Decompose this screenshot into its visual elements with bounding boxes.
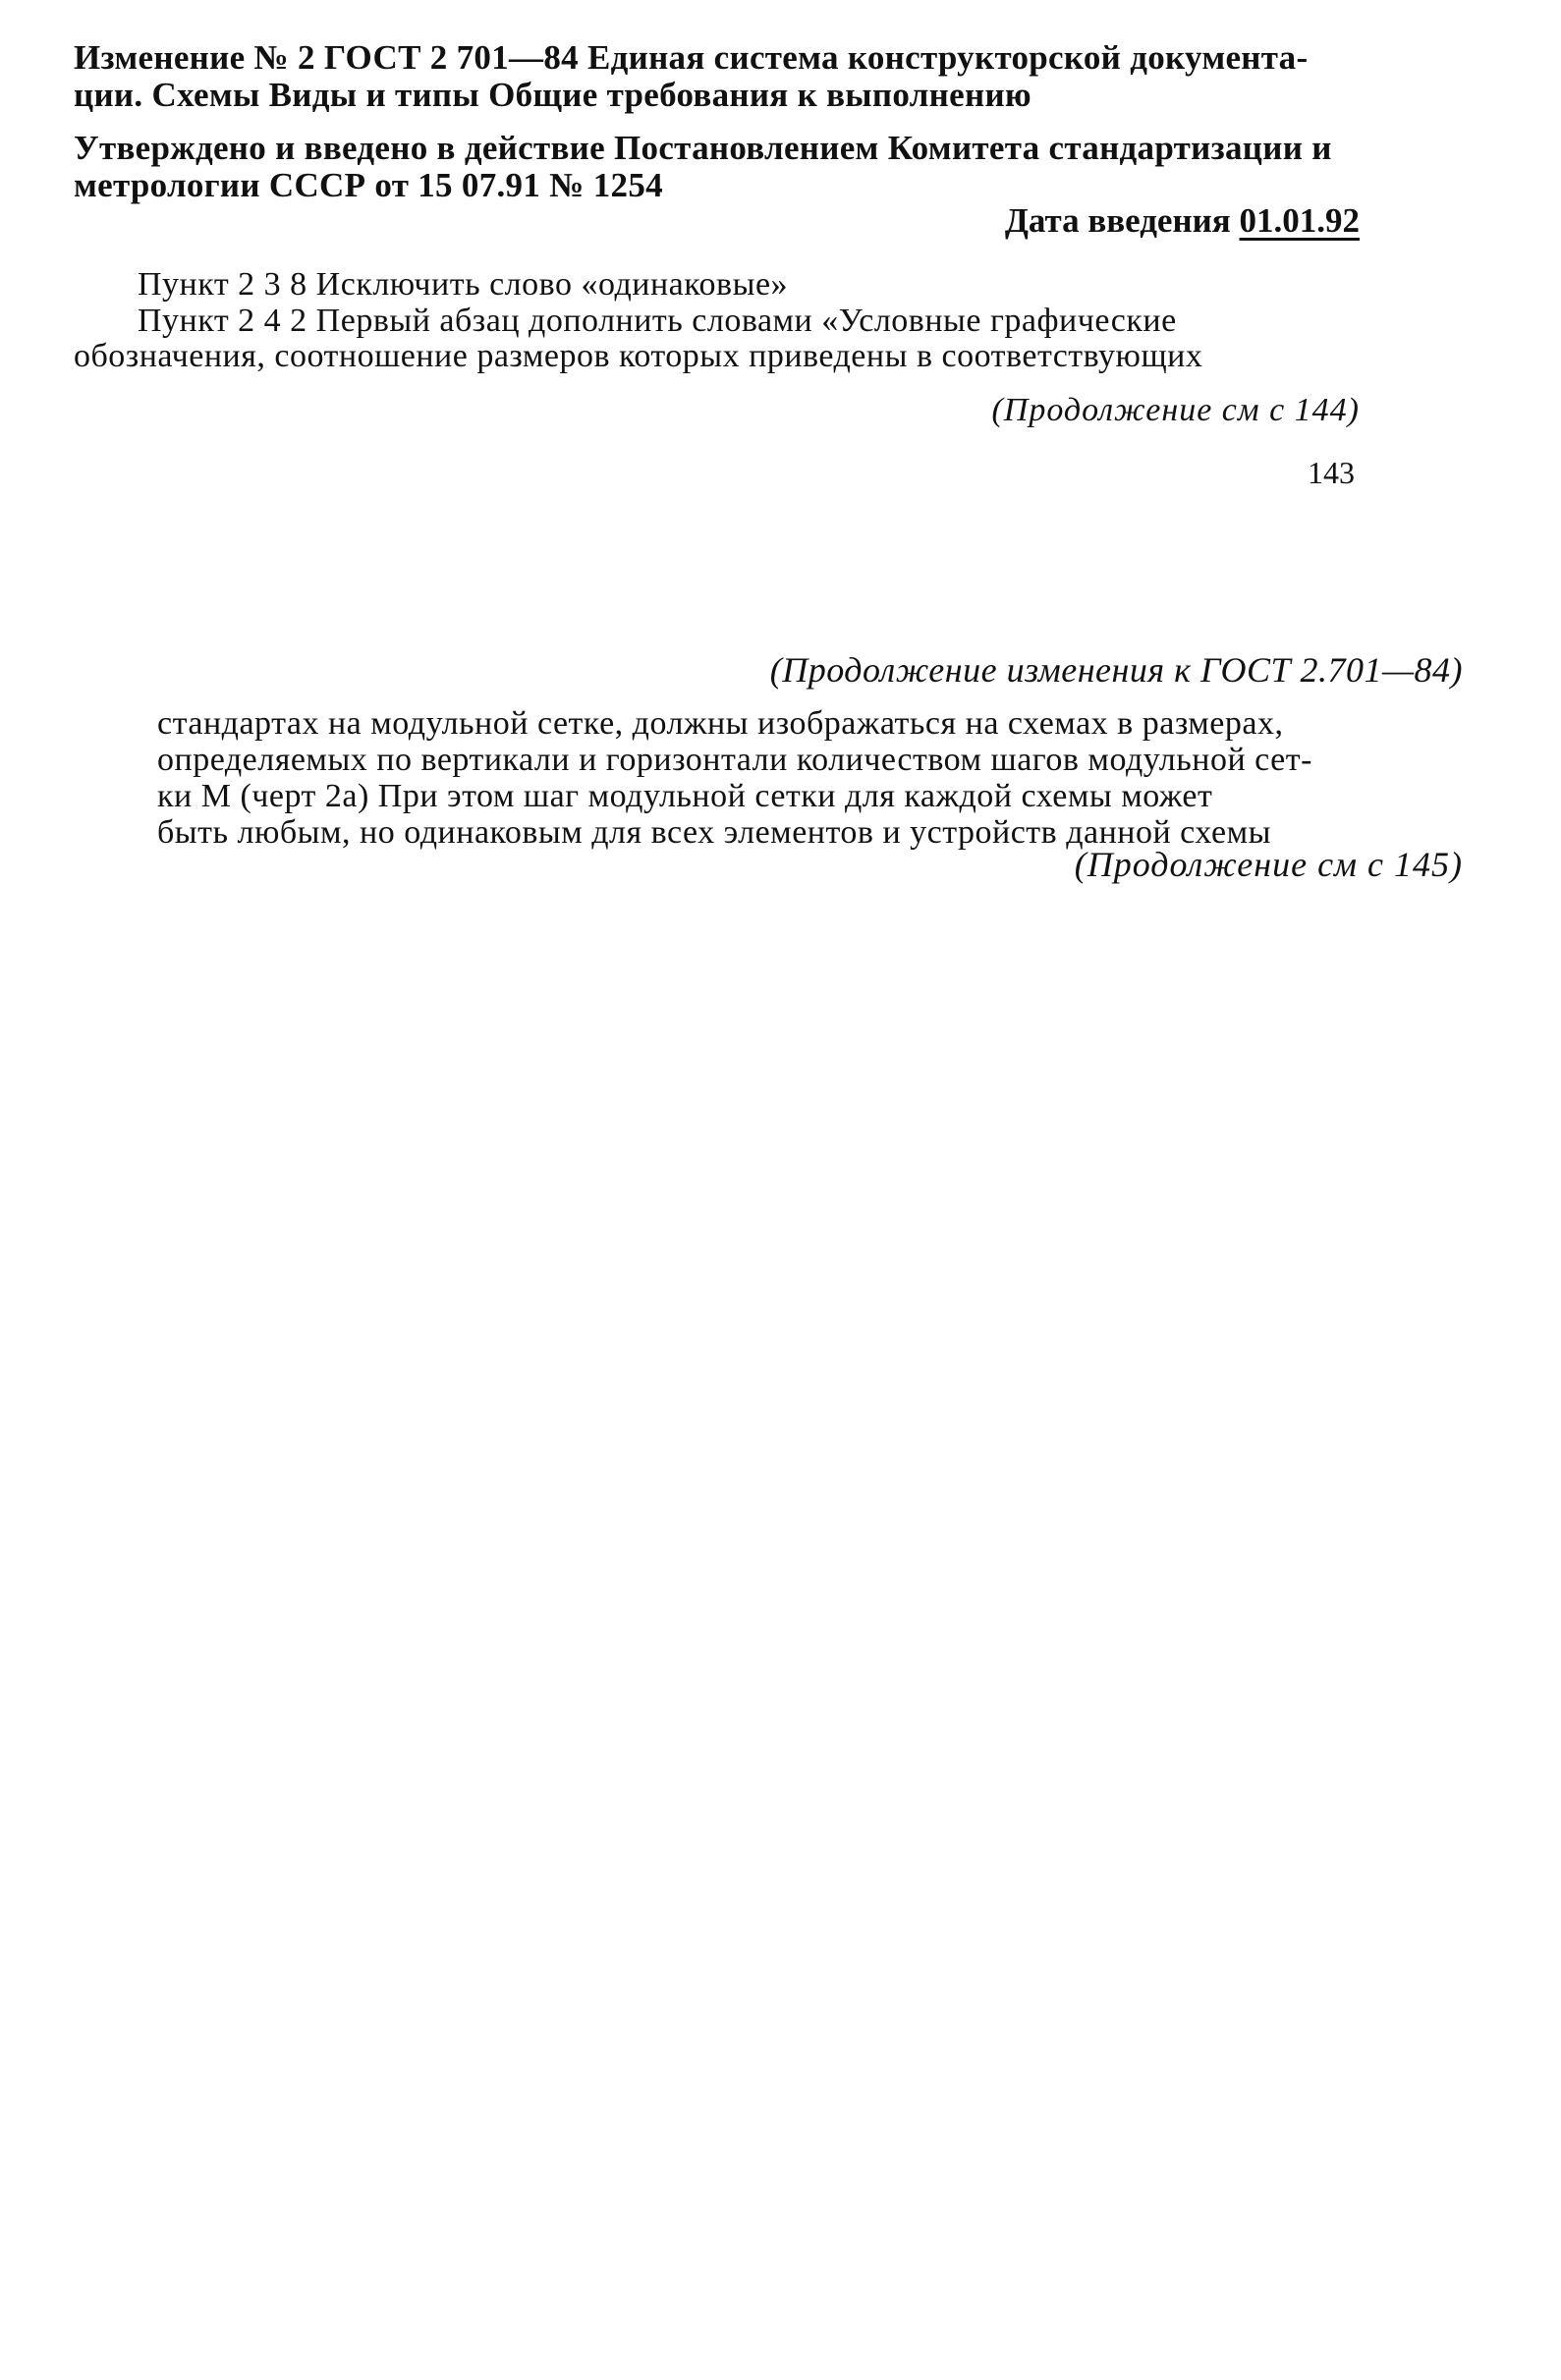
continuation-header: (Продолжение изменения к ГОСТ 2.701—84) [769, 650, 1463, 690]
continuation-line-4: быть любым, но одинаковым для всех элементов и устройств данной схемы [157, 814, 1271, 851]
continued-note-145: (Продолжение см с 145) [1074, 845, 1463, 884]
item-2-3-8-text: Пункт 2 3 8 Исключить слово «одинаковые» [138, 266, 789, 303]
item-2-4-2 [74, 304, 1361, 374]
title-line-2: ции. Схемы Виды и типы Общие требования к выполнению [74, 76, 1031, 114]
continuation-paragraph [157, 705, 1464, 851]
effective-date-value: 01.01.92 [1239, 201, 1360, 240]
approval-line-2: метрологии СССР от 15 07.91 № 1254 [74, 166, 663, 204]
effective-date [1005, 201, 1360, 241]
effective-date-label: Дата введения [1004, 201, 1240, 240]
continued-note-144: (Продолжение см с 144) [991, 392, 1360, 428]
approval-line-1: Утверждено и введено в действие Постановлением Комитета стандартизации и [74, 129, 1332, 167]
title-line-1: Изменение № 2 ГОСТ 2 701—84 Единая система конструкторской документа- [74, 38, 1309, 77]
page-number: 143 [1308, 455, 1355, 490]
continuation-line-3: ки М (черт 2а) При этом шаг модульной сетки для каждой схемы может [157, 778, 1213, 814]
amendment-title [74, 39, 1361, 114]
continuation-line-2: определяемых по вертикали и горизонтали количеством шагов модульной сет- [157, 742, 1312, 778]
item-2-4-2-line-2: обозначения, соотношение размеров которых приведены в соответствующих [74, 338, 1203, 374]
approval-statement [74, 130, 1361, 204]
item-2-4-2-line-1: Пункт 2 4 2 Первый абзац дополнить словами «Условные графические [138, 303, 1177, 339]
continuation-line-1: стандартах на модульной сетке, должны изображаться на схемах в размерах, [157, 705, 1284, 742]
item-2-3-8 [74, 267, 1361, 303]
